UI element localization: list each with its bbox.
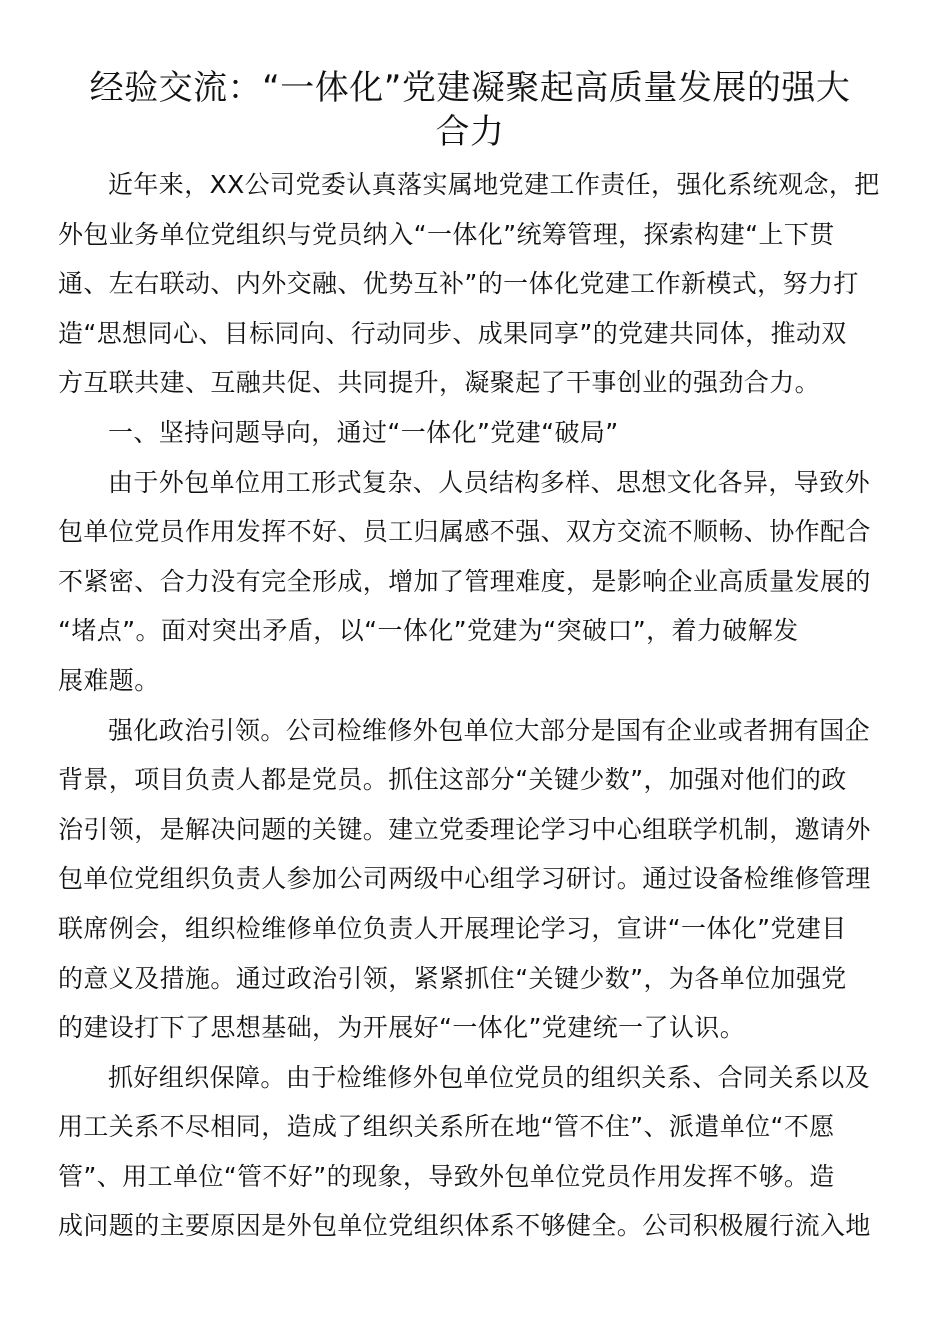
para1-line-1: 由于外包单位用工形式复杂、人员结构多样、思想文化各异，导致外 (108, 467, 871, 497)
paragraph-1 (58, 458, 882, 706)
para3-line-2: 用工关系不尽相同，造成了组织关系所在地“管不住”、派遣单位“不愿 (58, 1112, 835, 1142)
document-title (58, 66, 882, 154)
document-page (58, 66, 882, 1251)
para3-line-1: 抓好组织保障。由于检维修外包单位党员的组织关系、合同关系以及 (108, 1062, 871, 1092)
para2-line-6: 的意义及措施。通过政治引领，紧紧抓住“关键少数”，为各单位加强党 (58, 963, 847, 993)
para1-line-5: 展难题。 (58, 665, 160, 695)
section-heading: 一、坚持问题导向，通过“一体化”党建“破局” (108, 417, 619, 447)
para1-line-3: 不紧密、合力没有完全形成，增加了管理难度，是影响企业高质量发展的 (58, 566, 871, 596)
intro-paragraph (58, 160, 882, 408)
para2-line-3: 治引领，是解决问题的关键。建立党委理论学习中心组联学机制，邀请外 (58, 814, 871, 844)
paragraph-2 (58, 706, 882, 1053)
intro-line-5: 方互联共建、互融共促、共同提升，凝聚起了干事创业的强劲合力。 (58, 368, 821, 398)
para3-line-4: 成问题的主要原因是外包单位党组织体系不够健全。公司积极履行流入地 (58, 1211, 871, 1241)
paragraph-3 (58, 1053, 882, 1251)
para3-line-3: 管”、用工单位“管不好”的现象，导致外包单位党员作用发挥不够。造 (58, 1161, 835, 1191)
para2-line-2: 背景，项目负责人都是党员。抓住这部分“关键少数”，加强对他们的政 (58, 765, 847, 795)
para1-line-2: 包单位党员作用发挥不好、员工归属感不强、双方交流不顺畅、协作配合 (58, 517, 871, 547)
intro-line-2: 外包业务单位党组织与党员纳入“一体化”统筹管理，探索构建“上下贯 (58, 219, 835, 249)
title-line-1: 经验交流：“一体化”党建凝聚起高质量发展的强大 (89, 68, 851, 108)
para2-line-7: 的建设打下了思想基础，为开展好“一体化”党建统一了认识。 (58, 1013, 746, 1043)
title-line-2: 合力 (435, 112, 505, 152)
para2-line-1: 强化政治引领。公司检维修外包单位大部分是国有企业或者拥有国企 (108, 715, 871, 745)
intro-line-4: 造“思想同心、目标同向、行动同步、成果同享”的党建共同体，推动双 (58, 318, 847, 348)
para2-line-5: 联席例会，组织检维修单位负责人开展理论学习，宣讲“一体化”党建目 (58, 913, 847, 943)
intro-line-3: 通、左右联动、内外交融、优势互补”的一体化党建工作新模式，努力打 (58, 269, 859, 299)
para1-line-4: “堵点”。面对突出矛盾，以“一体化”党建为“突破口”，着力破解发 (58, 616, 799, 646)
intro-line-1: 近年来，XX公司党委认真落实属地党建工作责任，强化系统观念，把 (108, 170, 880, 199)
para2-line-4: 包单位党组织负责人参加公司两级中心组学习研讨。通过设备检维修管理 (58, 864, 871, 894)
